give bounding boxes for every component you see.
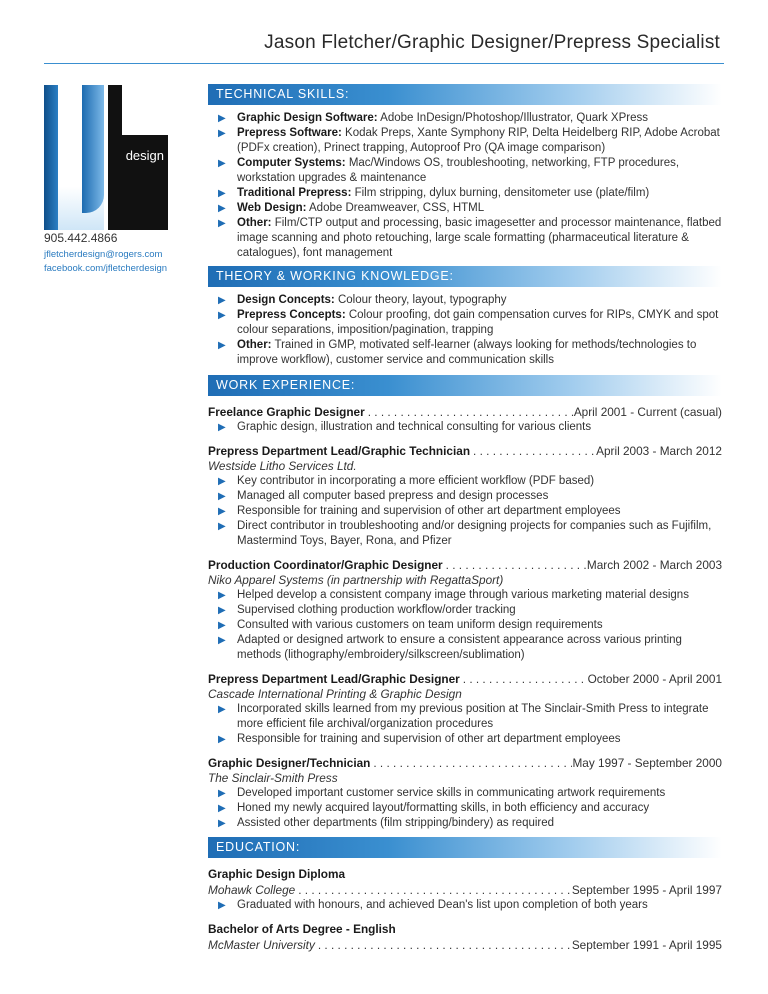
triangle-bullet-icon: ▶ bbox=[218, 521, 226, 532]
item-text: Supervised clothing production workflow/order tracking bbox=[237, 604, 516, 616]
list-item bbox=[208, 519, 722, 549]
triangle-bullet-icon: ▶ bbox=[218, 635, 226, 646]
item-label: Design Concepts: bbox=[237, 294, 335, 306]
item-label: Prepress Concepts: bbox=[237, 309, 346, 321]
logo-design-text: design bbox=[125, 148, 164, 163]
list-item bbox=[208, 702, 722, 732]
company-name: The Sinclair-Smith Press bbox=[208, 771, 338, 785]
triangle-bullet-icon: ▶ bbox=[218, 704, 226, 715]
item-label: Graphic Design Software: bbox=[237, 112, 378, 124]
item-label: Other: bbox=[237, 339, 272, 351]
list-item bbox=[208, 898, 722, 913]
section-heading-education: EDUCATION: bbox=[208, 837, 722, 858]
job-title: Prepress Department Lead/Graphic Designer bbox=[208, 672, 460, 686]
job-title-line bbox=[208, 404, 722, 420]
job-title-line bbox=[208, 671, 722, 687]
list-item bbox=[208, 489, 722, 504]
list-item bbox=[208, 816, 722, 831]
item-text: Key contributor in incorporating a more efficient workflow (PDF based) bbox=[237, 475, 595, 487]
degree-name: Graphic Design Diploma bbox=[208, 867, 346, 881]
phone-number: 905.442.4866 bbox=[44, 231, 118, 245]
item-text: Graduated with honours, and achieved Dean's list upon completion of both years bbox=[237, 899, 648, 911]
jf-design-logo bbox=[44, 85, 168, 230]
item-text: Trained in GMP, motivated self-learner (always looking for methods/technologies to improve workflow), customer service and communication skills bbox=[237, 339, 697, 366]
item-text: Film stripping, dylux burning, densitometer use (plate/film) bbox=[351, 187, 650, 199]
dot-leader bbox=[460, 671, 588, 687]
item-label: Traditional Prepress: bbox=[237, 187, 352, 199]
school-line bbox=[208, 882, 722, 898]
triangle-bullet-icon: ▶ bbox=[218, 476, 226, 487]
list-item bbox=[208, 474, 722, 489]
item-text: Direct contributor in troubleshooting and/or designing projects for companies such as Fujifilm, Mastermind Toys, Bayer, Rona, and Pfizer bbox=[237, 520, 712, 547]
list-item bbox=[208, 338, 722, 368]
item-label: Web Design: bbox=[237, 202, 307, 214]
triangle-bullet-icon: ▶ bbox=[218, 113, 226, 124]
dot-leader bbox=[365, 404, 574, 420]
job-title: Freelance Graphic Designer bbox=[208, 405, 365, 419]
email-link[interactable]: jfletcherdesign@rogers.com bbox=[44, 249, 163, 260]
school-date: September 1995 - April 1997 bbox=[571, 883, 722, 897]
item-text: Managed all computer based prepress and design processes bbox=[237, 490, 549, 502]
education-entry bbox=[208, 921, 722, 953]
triangle-bullet-icon: ▶ bbox=[218, 818, 226, 829]
work-experience-list bbox=[208, 404, 722, 831]
job-bullets bbox=[208, 702, 722, 747]
list-item bbox=[208, 732, 722, 747]
company-name: Westside Litho Services Ltd. bbox=[208, 459, 357, 473]
triangle-bullet-icon: ▶ bbox=[218, 620, 226, 631]
job-title-line bbox=[208, 755, 722, 771]
triangle-bullet-icon: ▶ bbox=[218, 605, 226, 616]
job-title-line bbox=[208, 557, 722, 573]
job-title: Production Coordinator/Graphic Designer bbox=[208, 558, 443, 572]
item-label: Prepress Software: bbox=[237, 127, 342, 139]
item-text: Adapted or designed artwork to ensure a consistent appearance across various printing methods (lithography/embroidery/silkscreen/sublimation) bbox=[237, 634, 682, 661]
list-item bbox=[208, 786, 722, 801]
logo-f-stem bbox=[108, 85, 122, 230]
job-bullets bbox=[208, 474, 722, 549]
triangle-bullet-icon: ▶ bbox=[218, 340, 226, 351]
job-entry bbox=[208, 755, 722, 831]
list-item bbox=[208, 603, 722, 618]
list-item bbox=[208, 111, 722, 126]
job-date: April 2001 - Current (casual) bbox=[573, 405, 722, 419]
degree-line bbox=[208, 866, 722, 882]
job-bullets bbox=[208, 588, 722, 663]
item-text: Incorporated skills learned from my previous position at The Sinclair-Smith Press to integrate more efficient file archival/organization procedures bbox=[237, 703, 709, 730]
triangle-bullet-icon: ▶ bbox=[218, 128, 226, 139]
dot-leader bbox=[443, 557, 587, 573]
triangle-bullet-icon: ▶ bbox=[218, 188, 226, 199]
item-text: Kodak Preps, Xante Symphony RIP, Delta Heidelberg RIP, Adobe Acrobat (PDFx creation), Prinect trapping, Autoproof Pro (QA image comparison) bbox=[237, 127, 720, 154]
section-heading-theory: THEORY & WORKING KNOWLEDGE: bbox=[208, 266, 722, 287]
item-text: Mac/Windows OS, troubleshooting, networking, FTP procedures, workstation upgrades & maintenance bbox=[237, 157, 680, 184]
item-text: Developed important customer service skills in communicating artwork requirements bbox=[237, 787, 666, 799]
item-text: Assisted other departments (film stripping/bindery) as required bbox=[237, 817, 555, 829]
school-line bbox=[208, 937, 722, 953]
education-entry bbox=[208, 866, 722, 913]
job-date: May 1997 - September 2000 bbox=[572, 756, 722, 770]
triangle-bullet-icon: ▶ bbox=[218, 422, 226, 433]
list-item bbox=[208, 201, 722, 216]
job-date: October 2000 - April 2001 bbox=[587, 672, 722, 686]
triangle-bullet-icon: ▶ bbox=[218, 734, 226, 745]
list-item bbox=[208, 504, 722, 519]
education-list bbox=[208, 866, 722, 953]
degree-line bbox=[208, 921, 722, 937]
item-text: Helped develop a consistent company image through various marketing material designs bbox=[237, 589, 689, 601]
company-name: Cascade International Printing & Graphic Design bbox=[208, 687, 462, 701]
job-bullets bbox=[208, 786, 722, 831]
job-title: Graphic Designer/Technician bbox=[208, 756, 371, 770]
list-item bbox=[208, 801, 722, 816]
triangle-bullet-icon: ▶ bbox=[218, 590, 226, 601]
school-name: McMaster University bbox=[208, 938, 315, 952]
item-label: Computer Systems: bbox=[237, 157, 346, 169]
item-text: Adobe InDesign/Photoshop/Illustrator, Quark XPress bbox=[377, 112, 648, 124]
triangle-bullet-icon: ▶ bbox=[218, 203, 226, 214]
list-item bbox=[208, 216, 722, 261]
item-text: Film/CTP output and processing, basic imagesetter and processor maintenance, flatbed image scanning and photo retouching, large scale formatting (pharmaceutical literature & catalogues), font management bbox=[237, 217, 722, 259]
school-date: September 1991 - April 1995 bbox=[571, 938, 722, 952]
list-item bbox=[208, 156, 722, 186]
dot-leader bbox=[470, 443, 596, 459]
item-text: Responsible for training and supervision of other art department employees bbox=[237, 733, 621, 745]
facebook-link[interactable]: facebook.com/jfletcherdesign bbox=[44, 263, 168, 274]
list-item bbox=[208, 293, 722, 308]
section-heading-work-experience: WORK EXPERIENCE: bbox=[208, 375, 722, 396]
dot-leader bbox=[295, 882, 572, 898]
company-name: Niko Apparel Systems (in partnership with RegattaSport) bbox=[208, 573, 504, 587]
header-divider bbox=[44, 63, 724, 64]
education-bullets bbox=[208, 898, 722, 913]
list-item bbox=[208, 186, 722, 201]
item-text: Colour theory, layout, typography bbox=[334, 294, 507, 306]
theory-list bbox=[208, 293, 722, 368]
job-bullets bbox=[208, 420, 722, 435]
triangle-bullet-icon: ▶ bbox=[218, 803, 226, 814]
triangle-bullet-icon: ▶ bbox=[218, 506, 226, 517]
list-item bbox=[208, 588, 722, 603]
job-entry bbox=[208, 404, 722, 435]
triangle-bullet-icon: ▶ bbox=[218, 310, 226, 321]
list-item bbox=[208, 126, 722, 156]
list-item bbox=[208, 420, 722, 435]
page-title: Jason Fletcher/Graphic Designer/Prepress Specialist bbox=[264, 32, 720, 53]
item-text: Colour proofing, dot gain compensation curves for RIPs, CMYK and spot colour separations, imposition/pagination, trapping bbox=[237, 309, 719, 336]
triangle-bullet-icon: ▶ bbox=[218, 491, 226, 502]
job-title: Prepress Department Lead/Graphic Technician bbox=[208, 444, 471, 458]
logo-j-stem bbox=[82, 85, 104, 213]
contact-info bbox=[44, 231, 167, 276]
triangle-bullet-icon: ▶ bbox=[218, 295, 226, 306]
item-label: Other: bbox=[237, 217, 272, 229]
job-date: April 2003 - March 2012 bbox=[596, 444, 722, 458]
school-name: Mohawk College bbox=[208, 883, 296, 897]
dot-leader bbox=[315, 937, 572, 953]
logo-f-notch bbox=[122, 85, 168, 135]
triangle-bullet-icon: ▶ bbox=[218, 788, 226, 799]
job-entry bbox=[208, 557, 722, 663]
item-text: Adobe Dreamweaver, CSS, HTML bbox=[306, 202, 485, 214]
item-text: Honed my newly acquired layout/formatting skills, in both efficiency and accuracy bbox=[237, 802, 650, 814]
list-item bbox=[208, 618, 722, 633]
item-text: Graphic design, illustration and technical consulting for various clients bbox=[237, 421, 592, 433]
list-item bbox=[208, 633, 722, 663]
job-entry bbox=[208, 443, 722, 549]
item-text: Consulted with various customers on team uniform design requirements bbox=[237, 619, 603, 631]
triangle-bullet-icon: ▶ bbox=[218, 218, 226, 229]
item-text: Responsible for training and supervision of other art department employees bbox=[237, 505, 621, 517]
triangle-bullet-icon: ▶ bbox=[218, 900, 226, 911]
job-entry bbox=[208, 671, 722, 747]
resume-main bbox=[208, 84, 722, 953]
degree-name: Bachelor of Arts Degree - English bbox=[208, 922, 396, 936]
job-title-line bbox=[208, 443, 722, 459]
job-date: March 2002 - March 2003 bbox=[586, 558, 722, 572]
triangle-bullet-icon: ▶ bbox=[218, 158, 226, 169]
section-heading-technical-skills: TECHNICAL SKILLS: bbox=[208, 84, 722, 105]
dot-leader bbox=[370, 755, 572, 771]
list-item bbox=[208, 308, 722, 338]
technical-skills-list bbox=[208, 111, 722, 261]
